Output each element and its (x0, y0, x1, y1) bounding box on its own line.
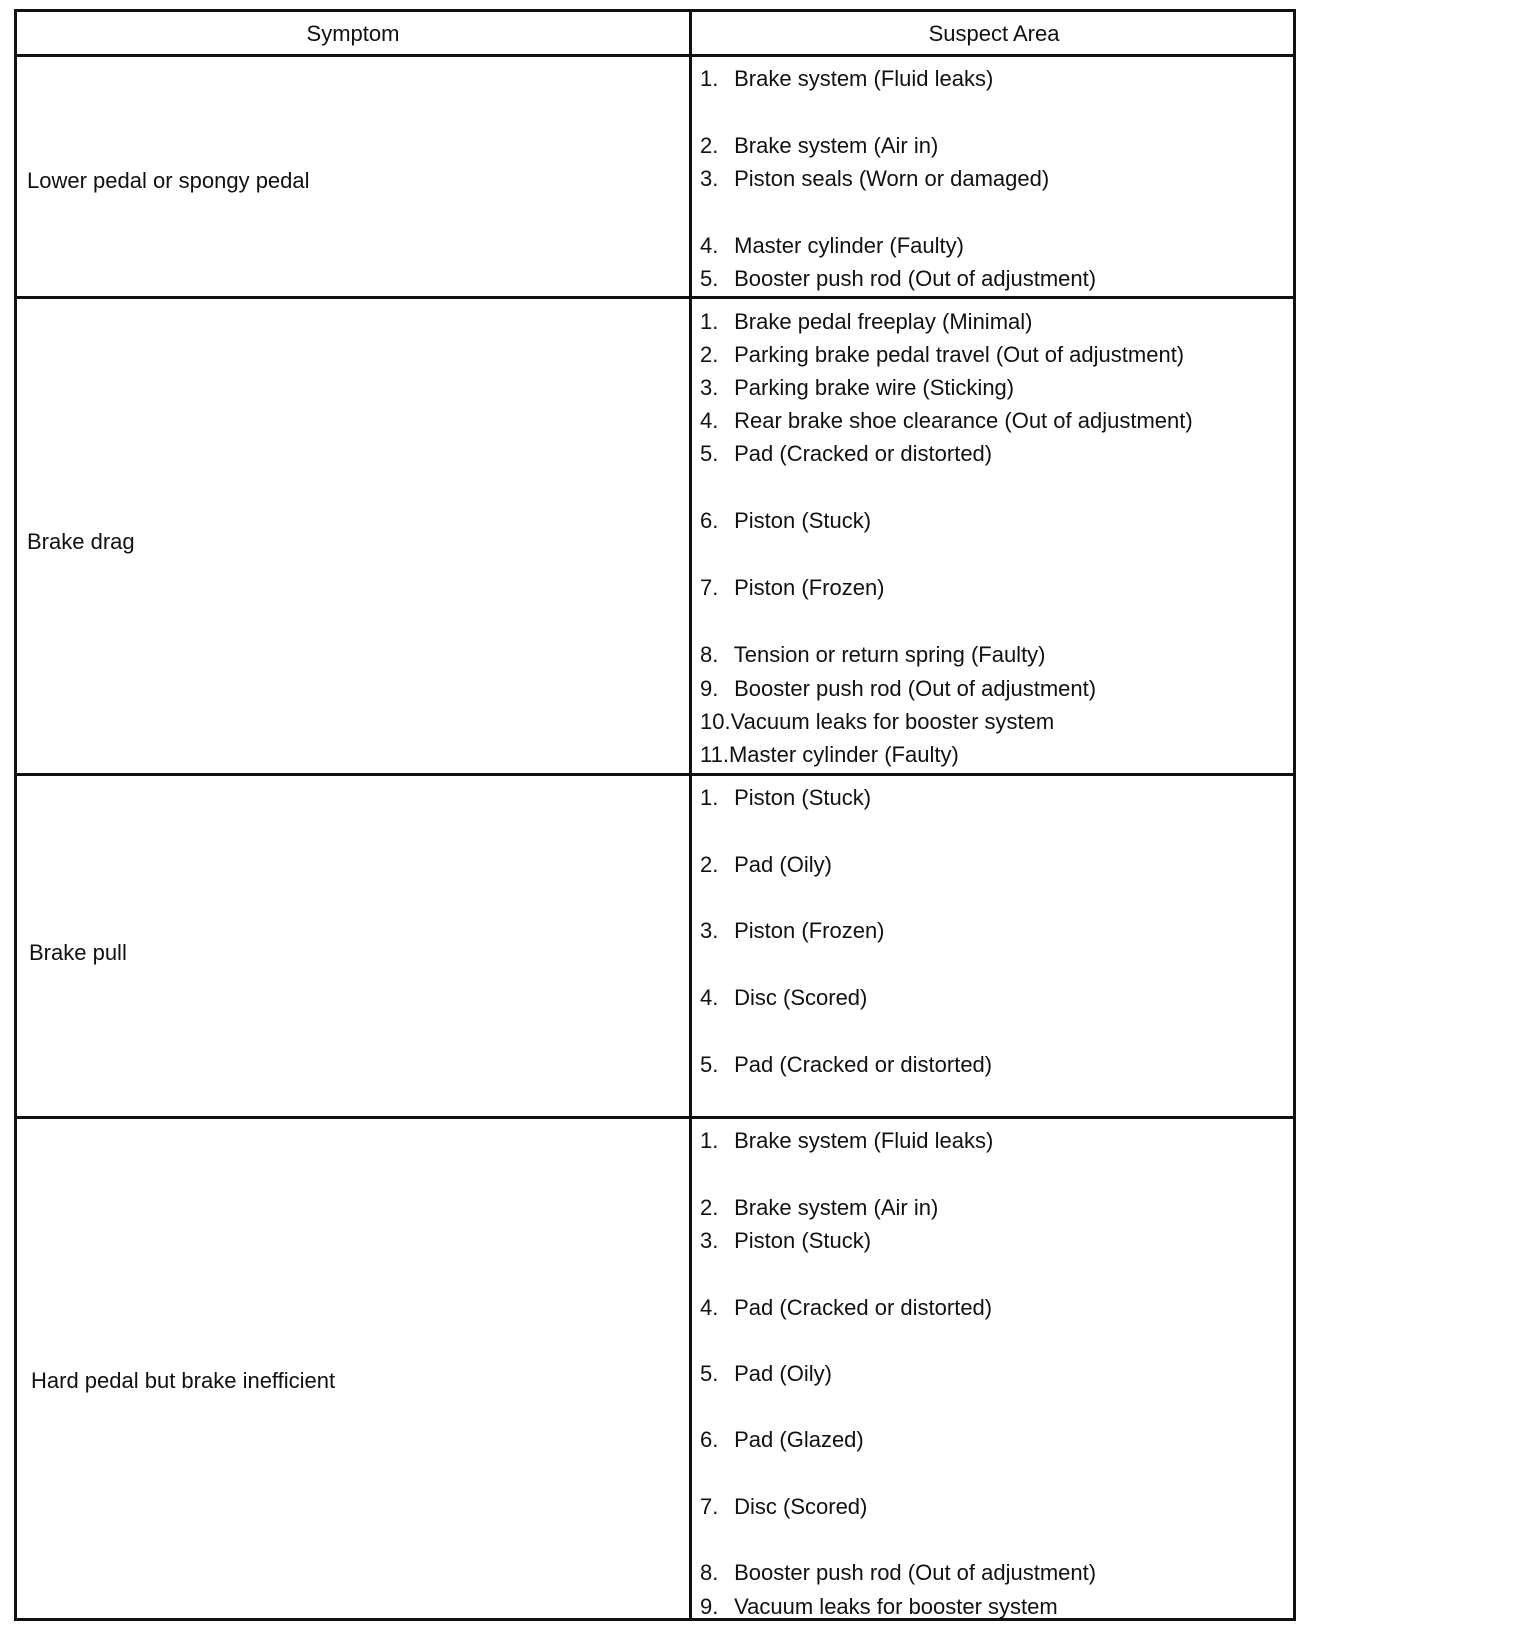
row-divider (17, 773, 1293, 776)
column-divider (689, 12, 692, 1618)
item-number: 6. (700, 508, 719, 533)
item-text: Pad (Oily) (734, 852, 832, 877)
item-text: Piston seals (Worn or damaged) (734, 166, 1050, 191)
item-text: Brake pedal freeplay (Minimal) (734, 309, 1033, 334)
list-item (700, 408, 1193, 434)
item-number: 3. (700, 166, 719, 191)
item-text: Pad (Oily) (734, 1361, 832, 1386)
item-text: Parking brake pedal travel (Out of adjustment) (734, 342, 1185, 367)
header-symptom: Symptom (306, 21, 400, 46)
list-item (700, 342, 1184, 368)
item-number: 4. (700, 408, 719, 433)
item-number: 2. (700, 1195, 719, 1220)
list-item (700, 785, 871, 811)
item-number: 1. (700, 785, 719, 810)
item-number: 5. (700, 441, 719, 466)
list-item (700, 266, 1096, 292)
symptom-lower-pedal: Lower pedal or spongy pedal (27, 168, 310, 193)
item-number: 11. (700, 742, 729, 767)
list-item (700, 1052, 992, 1078)
item-text: Rear brake shoe clearance (Out of adjustment) (734, 408, 1193, 433)
item-text: Pad (Cracked or distorted) (734, 1052, 993, 1077)
item-number: 2. (700, 852, 719, 877)
item-text: Tension or return spring (Faulty) (733, 642, 1046, 667)
symptom-brake-drag: Brake drag (27, 529, 135, 554)
list-item (700, 1195, 938, 1221)
item-number: 9. (700, 676, 719, 701)
item-text: Booster push rod (Out of adjustment) (734, 266, 1097, 291)
item-number: 3. (700, 1228, 719, 1253)
list-item (700, 985, 867, 1011)
item-text: Piston (Frozen) (734, 575, 885, 600)
list-item (700, 1228, 871, 1254)
list-item (700, 1594, 1058, 1620)
list-item (700, 133, 938, 159)
item-text: Piston (Stuck) (734, 508, 872, 533)
list-item (700, 1494, 867, 1520)
list-item (700, 1128, 993, 1154)
header-suspect-area: Suspect Area (928, 21, 1060, 46)
list-item (700, 918, 885, 944)
item-number: 2. (700, 342, 719, 367)
item-text: Piston (Stuck) (734, 785, 872, 810)
item-number: 4. (700, 1295, 719, 1320)
list-item (700, 375, 1014, 401)
item-text: Disc (Scored) (734, 1494, 868, 1519)
list-item (700, 166, 1049, 192)
item-number: 1. (700, 66, 719, 91)
item-text: Vacuum leaks for booster system (730, 709, 1055, 734)
item-text: Pad (Cracked or distorted) (734, 1295, 993, 1320)
item-number: 7. (700, 575, 719, 600)
item-number: 1. (700, 1128, 719, 1153)
item-number: 4. (700, 233, 719, 258)
list-item (700, 575, 885, 601)
item-number: 2. (700, 133, 719, 158)
item-text: Master cylinder (Faulty) (734, 233, 964, 258)
list-item (700, 441, 992, 467)
item-number: 3. (700, 375, 719, 400)
item-text: Brake system (Air in) (734, 1195, 939, 1220)
item-text: Master cylinder (Faulty) (728, 742, 959, 767)
item-number: 4. (700, 985, 719, 1010)
item-number: 7. (700, 1494, 719, 1519)
list-item (700, 709, 1054, 735)
list-item (700, 1560, 1096, 1586)
item-text: Booster push rod (Out of adjustment) (734, 676, 1097, 701)
list-item (700, 676, 1096, 702)
list-item (700, 852, 832, 878)
symptom-brake-pull: Brake pull (29, 940, 127, 965)
list-item (700, 1295, 992, 1321)
item-number: 5. (700, 266, 719, 291)
symptom-hard-pedal: Hard pedal but brake inefficient (31, 1368, 336, 1393)
row-divider (17, 1116, 1293, 1119)
item-number: 8. (700, 642, 719, 667)
list-item (700, 233, 964, 259)
item-number: 8. (700, 1560, 719, 1585)
item-text: Brake system (Fluid leaks) (734, 1128, 994, 1153)
item-text: Piston (Stuck) (734, 1228, 872, 1253)
item-number: 3. (700, 918, 719, 943)
item-text: Booster push rod (Out of adjustment) (734, 1560, 1097, 1585)
list-item (700, 66, 993, 92)
list-item (700, 1427, 864, 1453)
troubleshooting-table (14, 9, 1296, 1621)
item-number: 9. (700, 1594, 719, 1619)
item-number: 1. (700, 309, 719, 334)
item-text: Pad (Cracked or distorted) (734, 441, 993, 466)
item-text: Disc (Scored) (734, 985, 868, 1010)
list-item (700, 309, 1032, 335)
item-text: Pad (Glazed) (734, 1427, 864, 1452)
item-text: Parking brake wire (Sticking) (734, 375, 1015, 400)
item-text: Brake system (Fluid leaks) (734, 66, 994, 91)
item-number: 6. (700, 1427, 719, 1452)
item-number: 10. (700, 709, 731, 734)
item-text: Piston (Frozen) (734, 918, 885, 943)
list-item (700, 508, 871, 534)
header-divider (17, 54, 1293, 57)
list-item (700, 642, 1046, 668)
row-divider (17, 296, 1293, 299)
item-number: 5. (700, 1052, 719, 1077)
item-text: Vacuum leaks for booster system (734, 1594, 1058, 1619)
list-item (700, 742, 959, 768)
list-item (700, 1361, 832, 1387)
item-number: 5. (700, 1361, 719, 1386)
item-text: Brake system (Air in) (734, 133, 939, 158)
